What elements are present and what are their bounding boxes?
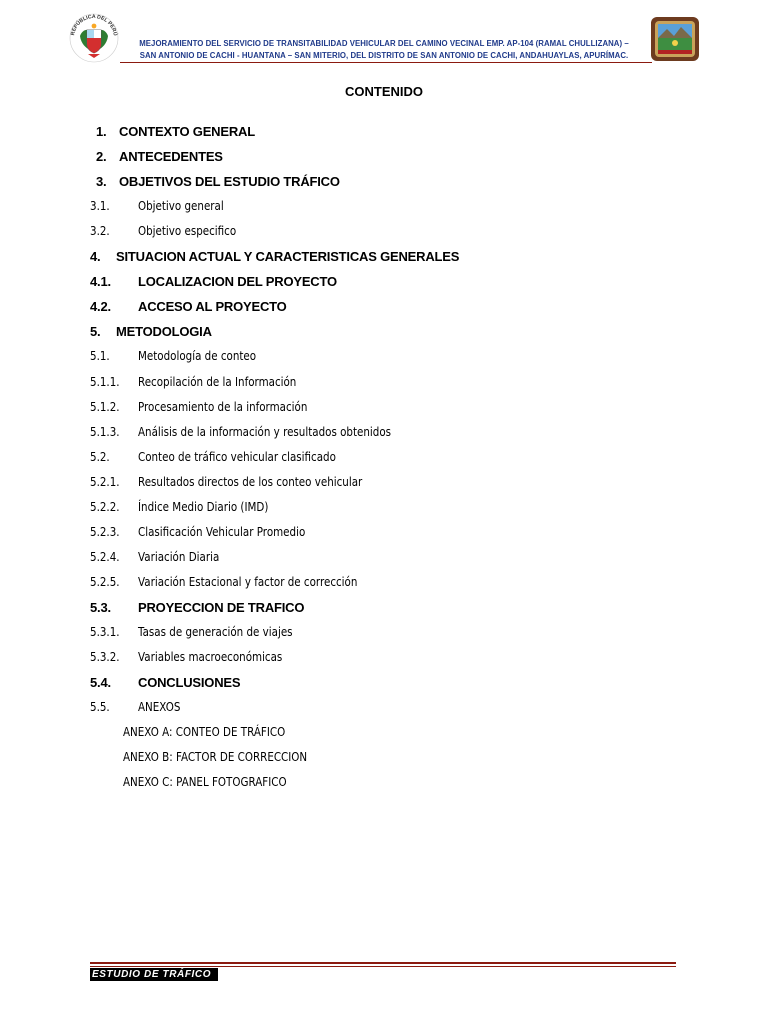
header-rule [120, 62, 652, 63]
annex-entry-label: ANEXO A: CONTEO DE TRÁFICO [123, 725, 286, 740]
toc-entry-text-content: ANEXOS [138, 700, 181, 715]
peru-coat-of-arms-logo [68, 12, 120, 64]
annex-entry-label: ANEXO B: FACTOR DE CORRECCION [123, 750, 308, 765]
toc-entry-text [138, 425, 432, 439]
page-title: CONTENIDO [345, 84, 423, 99]
toc-entry-text: CONCLUSIONES [138, 675, 241, 691]
toc-entry-text: METODOLOGIA [116, 324, 212, 340]
toc-entry-text: PROYECCION DE TRAFICO [138, 599, 305, 615]
toc-entry-number [90, 650, 124, 664]
toc-entry-text [138, 650, 306, 664]
toc-entry-number: 5. [90, 324, 101, 340]
toc-entry-number [90, 375, 124, 389]
toc-entry-text-content: Objetivo general [138, 199, 224, 214]
toc-entry-number-text: 5.2.4. [90, 549, 120, 564]
toc-entry-text-content: Recopilación de la Información [138, 374, 297, 389]
toc-entry-number [90, 575, 124, 589]
toc-entry-text [138, 450, 368, 464]
toc-entry-text: OBJETIVOS DEL ESTUDIO TRÁFICO [119, 174, 340, 190]
toc-entry-number: 4.1. [90, 274, 111, 290]
toc-entry-text [138, 349, 275, 363]
toc-entry-text: SITUACION ACTUAL Y CARACTERISTICAS GENERALES [116, 249, 460, 265]
header-line-1: MEJORAMIENTO DEL SERVICIO DE TRANSITABILIDAD VEHICULAR DEL CAMINO VECINAL EMP. AP-104 (RAMAL CHULLIZANA) – [139, 39, 629, 48]
toc-entry-number-text: 3.1. [90, 199, 110, 214]
toc-entry-text: CONTEXTO GENERAL [119, 124, 255, 139]
toc-entry-text-content: Conteo de tráfico vehicular clasificado [138, 449, 336, 464]
toc-entry-number-text: 5.3.2. [90, 650, 120, 665]
annex-entry-text [123, 750, 337, 764]
toc-entry-text [138, 575, 393, 589]
toc-entry-text-content: Resultados directos de los conteo vehicular [138, 474, 363, 489]
toc-entry-number-text: 5.2.5. [90, 574, 120, 589]
toc-entry-number [90, 625, 124, 639]
toc-entry-text-content: Tasas de generación de viajes [138, 625, 293, 639]
annex-entry-text [123, 725, 312, 739]
toc-entry-text-content: Clasificación Vehicular Promedio [138, 524, 306, 539]
toc-entry-text [138, 224, 252, 238]
toc-entry-number [90, 400, 124, 414]
toc-entry-number-text: 5.2.1. [90, 474, 120, 489]
toc-entry-number-text: 5.1.3. [90, 424, 120, 439]
toc-entry-text-content: Índice Medio Diario (IMD) [138, 499, 269, 514]
toc-entry-number-text: 5.5. [90, 700, 110, 715]
toc-entry-text [138, 625, 318, 639]
toc-entry-number-text: 5.2. [90, 449, 110, 464]
toc-entry-number [90, 500, 124, 514]
toc-entry-number [90, 349, 113, 363]
header-line-2: SAN ANTONIO DE CACHI - HUANTANA – SAN MITERIO, DEL DISTRITO DE SAN ANTONIO DE CACHI, ANDAHUAYLAS, APURÍMAC. [139, 51, 629, 60]
toc-entry-number: 3. [96, 174, 107, 190]
footer-rule-thick [90, 962, 676, 964]
toc-entry-number: 2. [96, 149, 107, 165]
toc-entry-text: ACCESO AL PROYECTO [138, 299, 287, 315]
toc-entry-number: 4.2. [90, 299, 111, 315]
toc-entry-number: 5.4. [90, 675, 111, 691]
municipal-emblem-logo [650, 16, 700, 62]
toc-entry-text [138, 700, 187, 714]
toc-entry-text: LOCALIZACION DEL PROYECTO [138, 274, 337, 290]
toc-entry-number-text: 3.2. [90, 224, 110, 239]
toc-entry-text-content: Análisis de la información y resultados obtenidos [138, 424, 392, 439]
toc-entry-number-text: 5.2.2. [90, 499, 120, 514]
toc-entry-number: 4. [90, 249, 101, 265]
toc-entry-number-text: 5.2.3. [90, 524, 120, 539]
page-header [0, 0, 768, 72]
toc-entry-number [90, 525, 124, 539]
toc-entry-number-text: 5.1.1. [90, 374, 120, 389]
toc-entry-text [138, 500, 290, 514]
toc-entry-number [90, 475, 124, 489]
toc-entry-number-text: 5.1. [90, 349, 110, 364]
toc-entry-text [138, 550, 233, 564]
toc-entry-text-content: Variables macroeconómicas [138, 650, 283, 665]
toc-entry-text-content: Metodología de conteo [138, 349, 257, 364]
toc-entry-text [138, 400, 335, 414]
annex-entry-label: ANEXO C: PANEL FOTOGRAFICO [123, 775, 287, 790]
toc-entry-number [90, 550, 124, 564]
footer-label: ESTUDIO DE TRÁFICO [90, 968, 218, 981]
toc-entry-text [138, 199, 238, 213]
toc-entry-number-text: 5.1.2. [90, 399, 120, 414]
toc-entry-text [138, 375, 322, 389]
logo-arc-text: REPÚBLICA DEL PERÚ [70, 13, 118, 37]
toc-entry-number [90, 224, 113, 238]
toc-entry-number [90, 199, 113, 213]
footer-rule-thin [90, 966, 676, 967]
toc-entry-text [138, 475, 399, 489]
toc-entry-text: ANTECEDENTES [119, 149, 223, 165]
toc-entry-number: 5.3. [90, 599, 111, 615]
annex-entry-text [123, 775, 313, 789]
toc-entry-text-content: Variación Estacional y factor de corrección [138, 574, 358, 589]
toc-entry-text-content: Variación Diaria [138, 549, 220, 564]
toc-entry-text-content: Procesamiento de la información [138, 399, 308, 414]
toc-entry-number [90, 700, 113, 714]
toc-entry-text [138, 525, 333, 539]
toc-entry-number-text: 5.3.1. [90, 625, 120, 639]
toc-entry-number [90, 425, 124, 439]
project-title-header [120, 38, 648, 62]
toc-entry-number: 1. [96, 124, 107, 139]
toc-entry-number [90, 450, 113, 464]
toc-entry-text-content: Objetivo especifico [138, 224, 237, 239]
